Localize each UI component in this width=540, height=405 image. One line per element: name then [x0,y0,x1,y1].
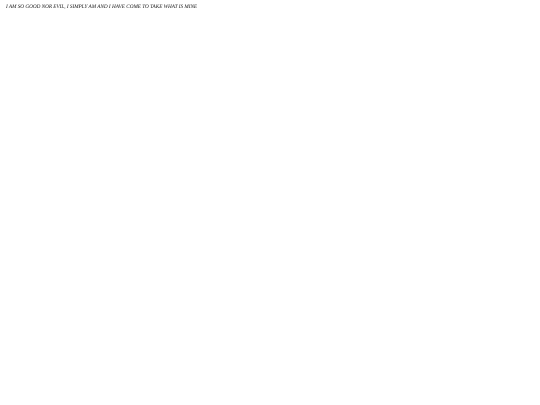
document-heading: I AM SO GOOD NOR EVIL, I SIMPLY AM AND I HAVE COME TO TAKE WHAT IS MINE [6,4,198,10]
